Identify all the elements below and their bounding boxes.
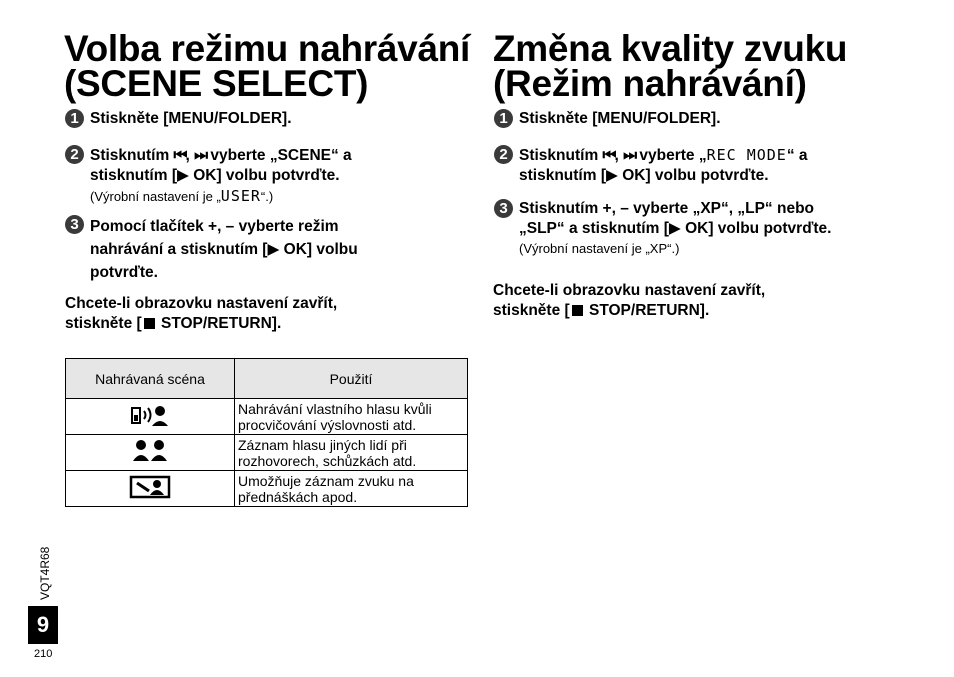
usage-text: rozhovorech, schůzkách atd.: [238, 452, 417, 469]
scene-usage-cell: [235, 471, 468, 507]
page-number-tab: 9: [28, 606, 58, 644]
step-text-part: potvrďte.: [90, 264, 158, 281]
factory-setting-note: (Výrobní nastavení je „XP“.): [519, 241, 680, 256]
right-step-1: [494, 109, 721, 129]
stop-icon: [144, 318, 155, 329]
usage-text: Umožňuje záznam zvuku na: [238, 472, 414, 489]
step-text-part: “ a: [786, 147, 808, 164]
step-number-badge: 3: [65, 215, 84, 234]
right-title-line2: (Režim nahrávání): [493, 63, 807, 104]
table-row: [66, 435, 468, 471]
step-number-badge: 1: [65, 109, 84, 128]
scene-icon-cell: [66, 399, 235, 435]
table-header-scene: Nahrávaná scéna: [66, 359, 235, 399]
scene-icon-cell: [66, 471, 235, 507]
step-text-part: ,: [185, 147, 195, 164]
page-index-number: 210: [34, 648, 53, 660]
right-title-line1: Změna kvality zvuku: [493, 28, 848, 69]
step-text: [519, 109, 721, 129]
note-text: (Výrobní nastavení je „: [90, 189, 221, 204]
step-number-badge: 2: [65, 145, 84, 164]
step-text-part: stisknutím [▶ OK] volbu potvrďte.: [90, 167, 340, 184]
step-text: [519, 199, 831, 259]
left-step-3: [65, 215, 358, 284]
step-number-badge: 2: [494, 145, 513, 164]
skip-forward-icon: ⏭: [194, 146, 207, 164]
step-number-badge: 3: [494, 199, 513, 218]
table-row: [66, 399, 468, 435]
factory-setting-note: [90, 186, 352, 207]
left-step-1: [65, 109, 292, 129]
step-text-part: Stiskněte: [519, 110, 593, 127]
left-step-2: [65, 145, 352, 207]
lecture-icon: [128, 474, 172, 500]
step-text-part: ,: [614, 147, 624, 164]
left-title-line2: (SCENE SELECT): [64, 63, 369, 104]
step-text-part: Pomocí tlačítek +, – vyberte režim: [90, 218, 339, 235]
table-header-row: [66, 359, 468, 399]
scene-icon-cell: [66, 435, 235, 471]
left-title-line1: Volba režimu nahrávání: [64, 28, 471, 69]
step-text: [90, 215, 358, 284]
two-people-icon: [130, 438, 170, 464]
usage-text: přednáškách apod.: [238, 488, 358, 505]
step-text-part: Stisknutím: [90, 147, 174, 164]
skip-back-icon: ⏮: [602, 146, 615, 164]
lcd-display-text: USER: [220, 187, 261, 205]
scene-table: [65, 358, 468, 507]
step-text: [519, 145, 808, 186]
step-text: Stiskněte [MENU/FOLDER].: [90, 110, 292, 127]
scene-usage-cell: [235, 435, 468, 471]
lcd-display-text: REC MODE: [706, 146, 787, 164]
closing-text: STOP/RETURN].: [156, 315, 282, 332]
closing-text: Chcete-li obrazovku nastavení zavřít,: [493, 282, 766, 299]
skip-back-icon: ⏮: [173, 146, 186, 164]
step-text-part: vyberte „: [635, 147, 707, 164]
step-text-part: vyberte „SCENE“ a: [206, 147, 352, 164]
self-voice-icon: [128, 402, 172, 428]
note-text: “.): [260, 189, 274, 204]
model-code: VQT4R68: [38, 546, 52, 600]
usage-text: Záznam hlasu jiných lidí při: [238, 436, 407, 453]
usage-text: Nahrávání vlastního hlasu kvůli: [238, 400, 432, 417]
step-text-part: [MENU/FOLDER].: [592, 110, 721, 127]
step-text-part: nahrávání a stisknutím [▶ OK] volbu: [90, 241, 358, 258]
right-step-3: [494, 199, 831, 259]
scene-usage-cell: [235, 399, 468, 435]
right-closing-instruction: [493, 281, 765, 321]
step-text: [90, 145, 352, 207]
step-text-part: Stisknutím +, – vyberte „XP“, „LP“ nebo: [519, 200, 815, 217]
closing-text: STOP/RETURN].: [584, 302, 710, 319]
step-text-part: Stisknutím: [519, 147, 603, 164]
usage-text: procvičování výslovnosti atd.: [238, 416, 417, 433]
step-text-part: „SLP“ a stisknutím [▶ OK] volbu potvrďte.: [519, 220, 832, 237]
step-number-badge: 1: [494, 109, 513, 128]
left-closing-instruction: [65, 294, 337, 334]
right-step-2: [494, 145, 808, 186]
step-text-part: stisknutím [▶ OK] volbu potvrďte.: [519, 167, 769, 184]
table-header-usage: Použití: [235, 359, 468, 399]
table-row: [66, 471, 468, 507]
closing-text: stiskněte [: [493, 302, 570, 319]
stop-icon: [572, 305, 583, 316]
skip-forward-icon: ⏭: [623, 146, 636, 164]
closing-text: stiskněte [: [65, 315, 142, 332]
closing-text: Chcete-li obrazovku nastavení zavřít,: [65, 295, 338, 312]
